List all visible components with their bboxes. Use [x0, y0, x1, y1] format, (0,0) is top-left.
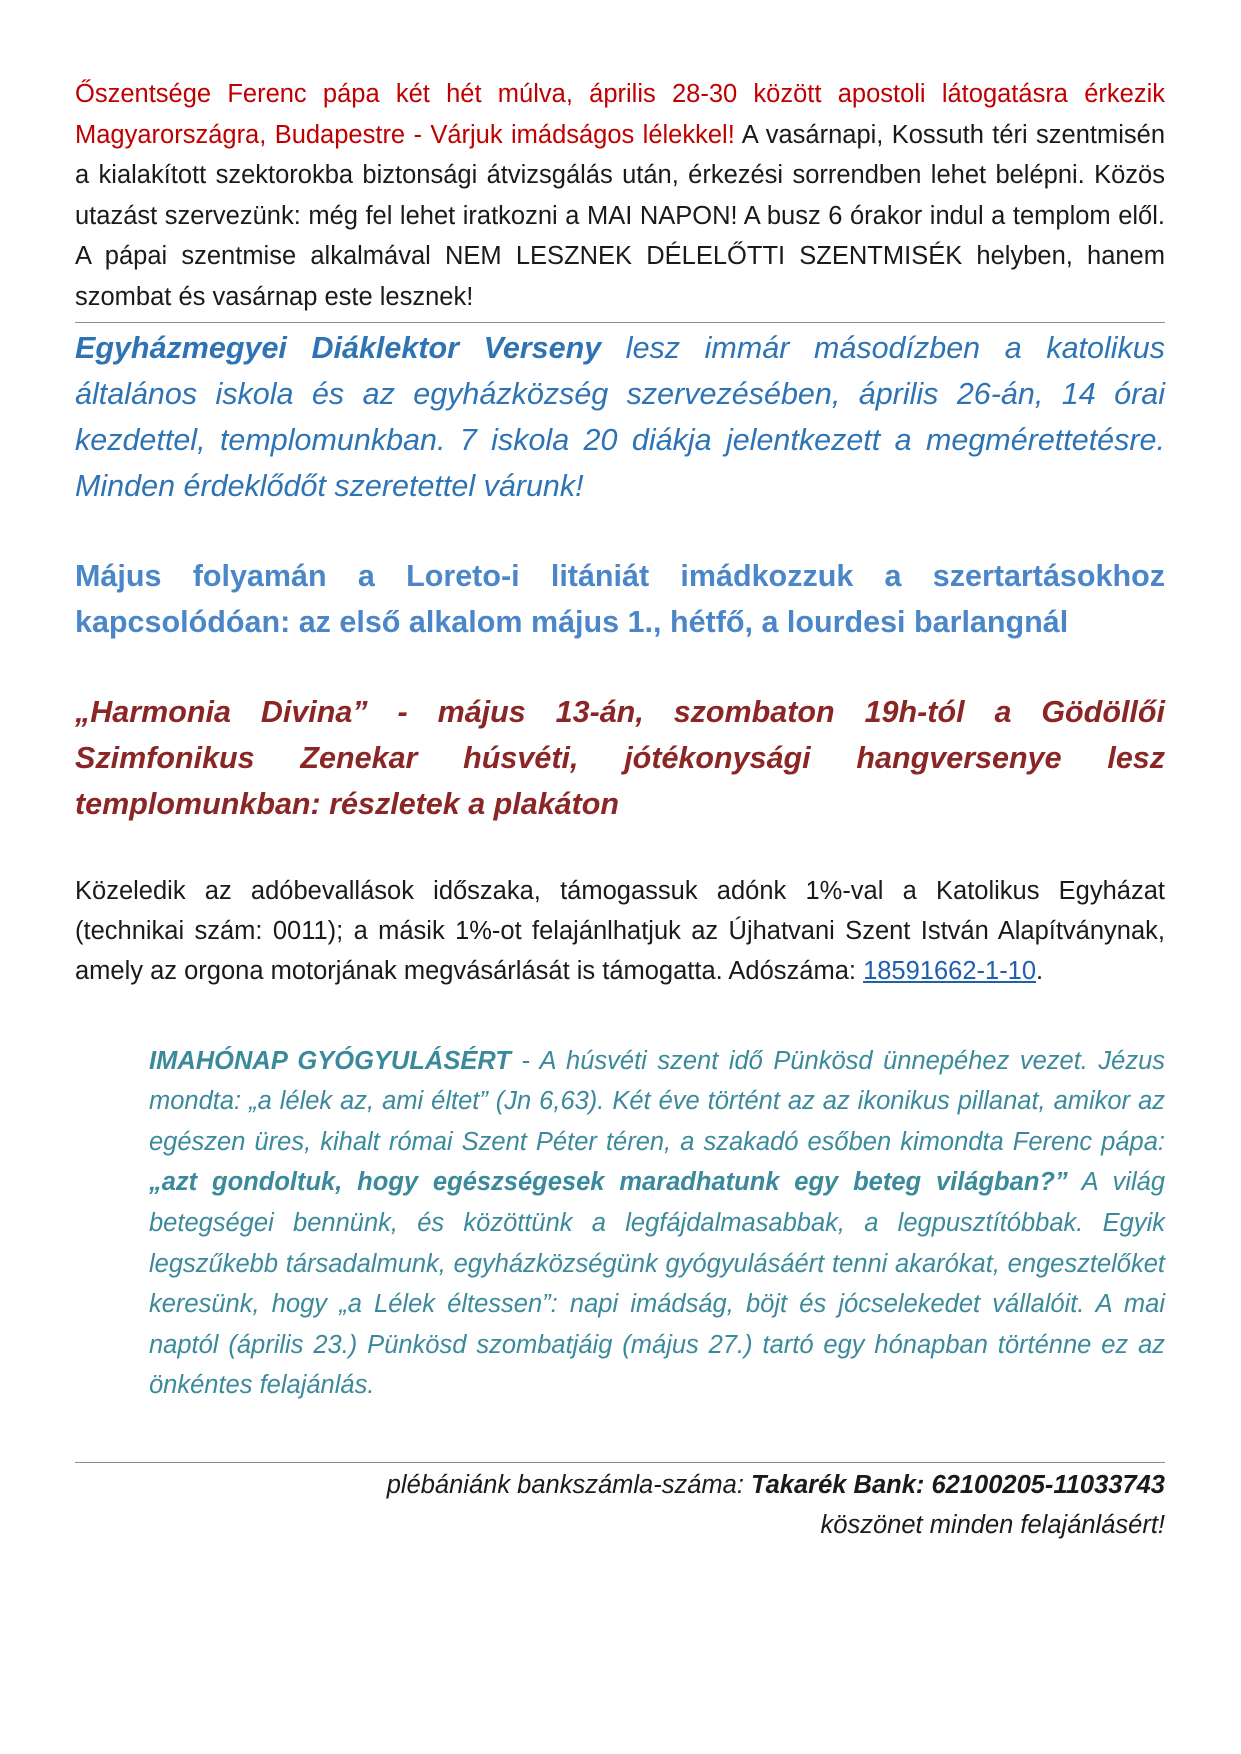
footer-divider	[75, 1462, 1165, 1463]
lector-contest-paragraph	[75, 325, 1165, 509]
prayer-month-part2: A világ betegségei bennünk, és közöttünk a legfájdalmasabbak, a legpusztítóbbak. Egyik legszűkebb társadalmunk, egyházközségünk gyógyulásáért tenni akarókat, engesztelőket keresünk, hogy „a Lélek éltessen”: napi imádság, böjt és jócselekedet vállalóit. A mai naptól (április 23.) Pünkösd szombatjáig (május 27.) tartó egy hónapban történne ez az önkéntes felajánlás.	[149, 1168, 1165, 1400]
thanks-line: köszönet minden felajánlásért!	[820, 1510, 1165, 1539]
papal-visit-body: A vasárnapi, Kossuth téri szentmisén a kialakított szektorokba biztonsági átvizsgálás után, érkezési sorrendben lehet belépni. Közös utazást szervezünk: még fel lehet iratkozni a MAI NAPON! A busz 6 órakor indul a templom elől. A pápai szentmise alkalmával NEM LESZNEK DÉLELŐTTI SZENTMISÉK helyben, hanem szombat és vasárnap este lesznek!	[75, 120, 1165, 311]
tax-paragraph	[75, 871, 1165, 991]
papal-visit-highlight: Őszentsége Ferenc pápa két hét múlva, április 28-30 között apostoli látogatásra érkezik Magyarországra, Budapestre - Várjuk imádságos lélekkel!	[75, 80, 1165, 149]
concert-paragraph: „Harmonia Divina” - május 13-án, szombaton 19h-tól a Gödöllői Szimfonikus Zenekar húsvéti, jótékonysági hangversenye lesz templomunkban: részletek a plakáton	[75, 694, 1165, 821]
lector-contest-title: Egyházmegyei Diáklektor Verseny	[75, 330, 602, 365]
lector-contest-body: lesz immár másodízben a katolikus általános iskola és az egyházközség szervezésében, április 26-án, 14 órai kezdettel, templomunkban. 7 iskola 20 diákja jelentkezett a megmérettetésre. Minden érdeklődőt szeretettel várunk!	[75, 330, 1165, 503]
prayer-month-title: IMAHÓNAP GYÓGYULÁSÉRT	[149, 1046, 511, 1075]
papal-visit-paragraph	[75, 74, 1165, 318]
footer	[75, 1465, 1165, 1545]
prayer-month-paragraph	[149, 1041, 1165, 1406]
bank-account-number: Takarék Bank: 62100205-11033743	[751, 1470, 1165, 1499]
litany-paragraph: Május folyamán a Loreto-i litániát imádkozzuk a szertartásokhoz kapcsolódóan: az első alkalom május 1., hétfő, a lourdesi barlangnál	[75, 558, 1165, 639]
tax-end: .	[1036, 956, 1044, 985]
prayer-month-quote: „azt gondoltuk, hogy egészségesek maradhatunk egy beteg világban?”	[149, 1168, 1068, 1197]
bulletin-page	[75, 74, 1165, 1545]
tax-number-link[interactable]: 18591662-1-10	[863, 956, 1037, 985]
bank-account-label: plébániánk bankszámla-száma:	[386, 1470, 751, 1499]
prayer-month-part1: - A húsvéti szent idő Pünkösd ünnepéhez vezet. Jézus mondta: „a lélek az, ami éltet” (Jn 6,63). Két éve történt az az ikonikus pillanat, amikor az egészen üres, kihalt római Szent Péter téren, a szakadó esőben kimondta Ferenc pápa:	[149, 1046, 1166, 1156]
tax-body: Közeledik az adóbevallások időszaka, támogassuk adónk 1%-val a Katolikus Egyházat (technikai szám: 0011); a másik 1%-ot felajánlhatjuk az Újhatvani Szent István Alapítványnak, amely az orgona motorjának megvásárlását is támogatta. Adószáma:	[75, 876, 1165, 985]
section-divider	[75, 322, 1165, 323]
bank-account-line	[75, 1465, 1165, 1505]
